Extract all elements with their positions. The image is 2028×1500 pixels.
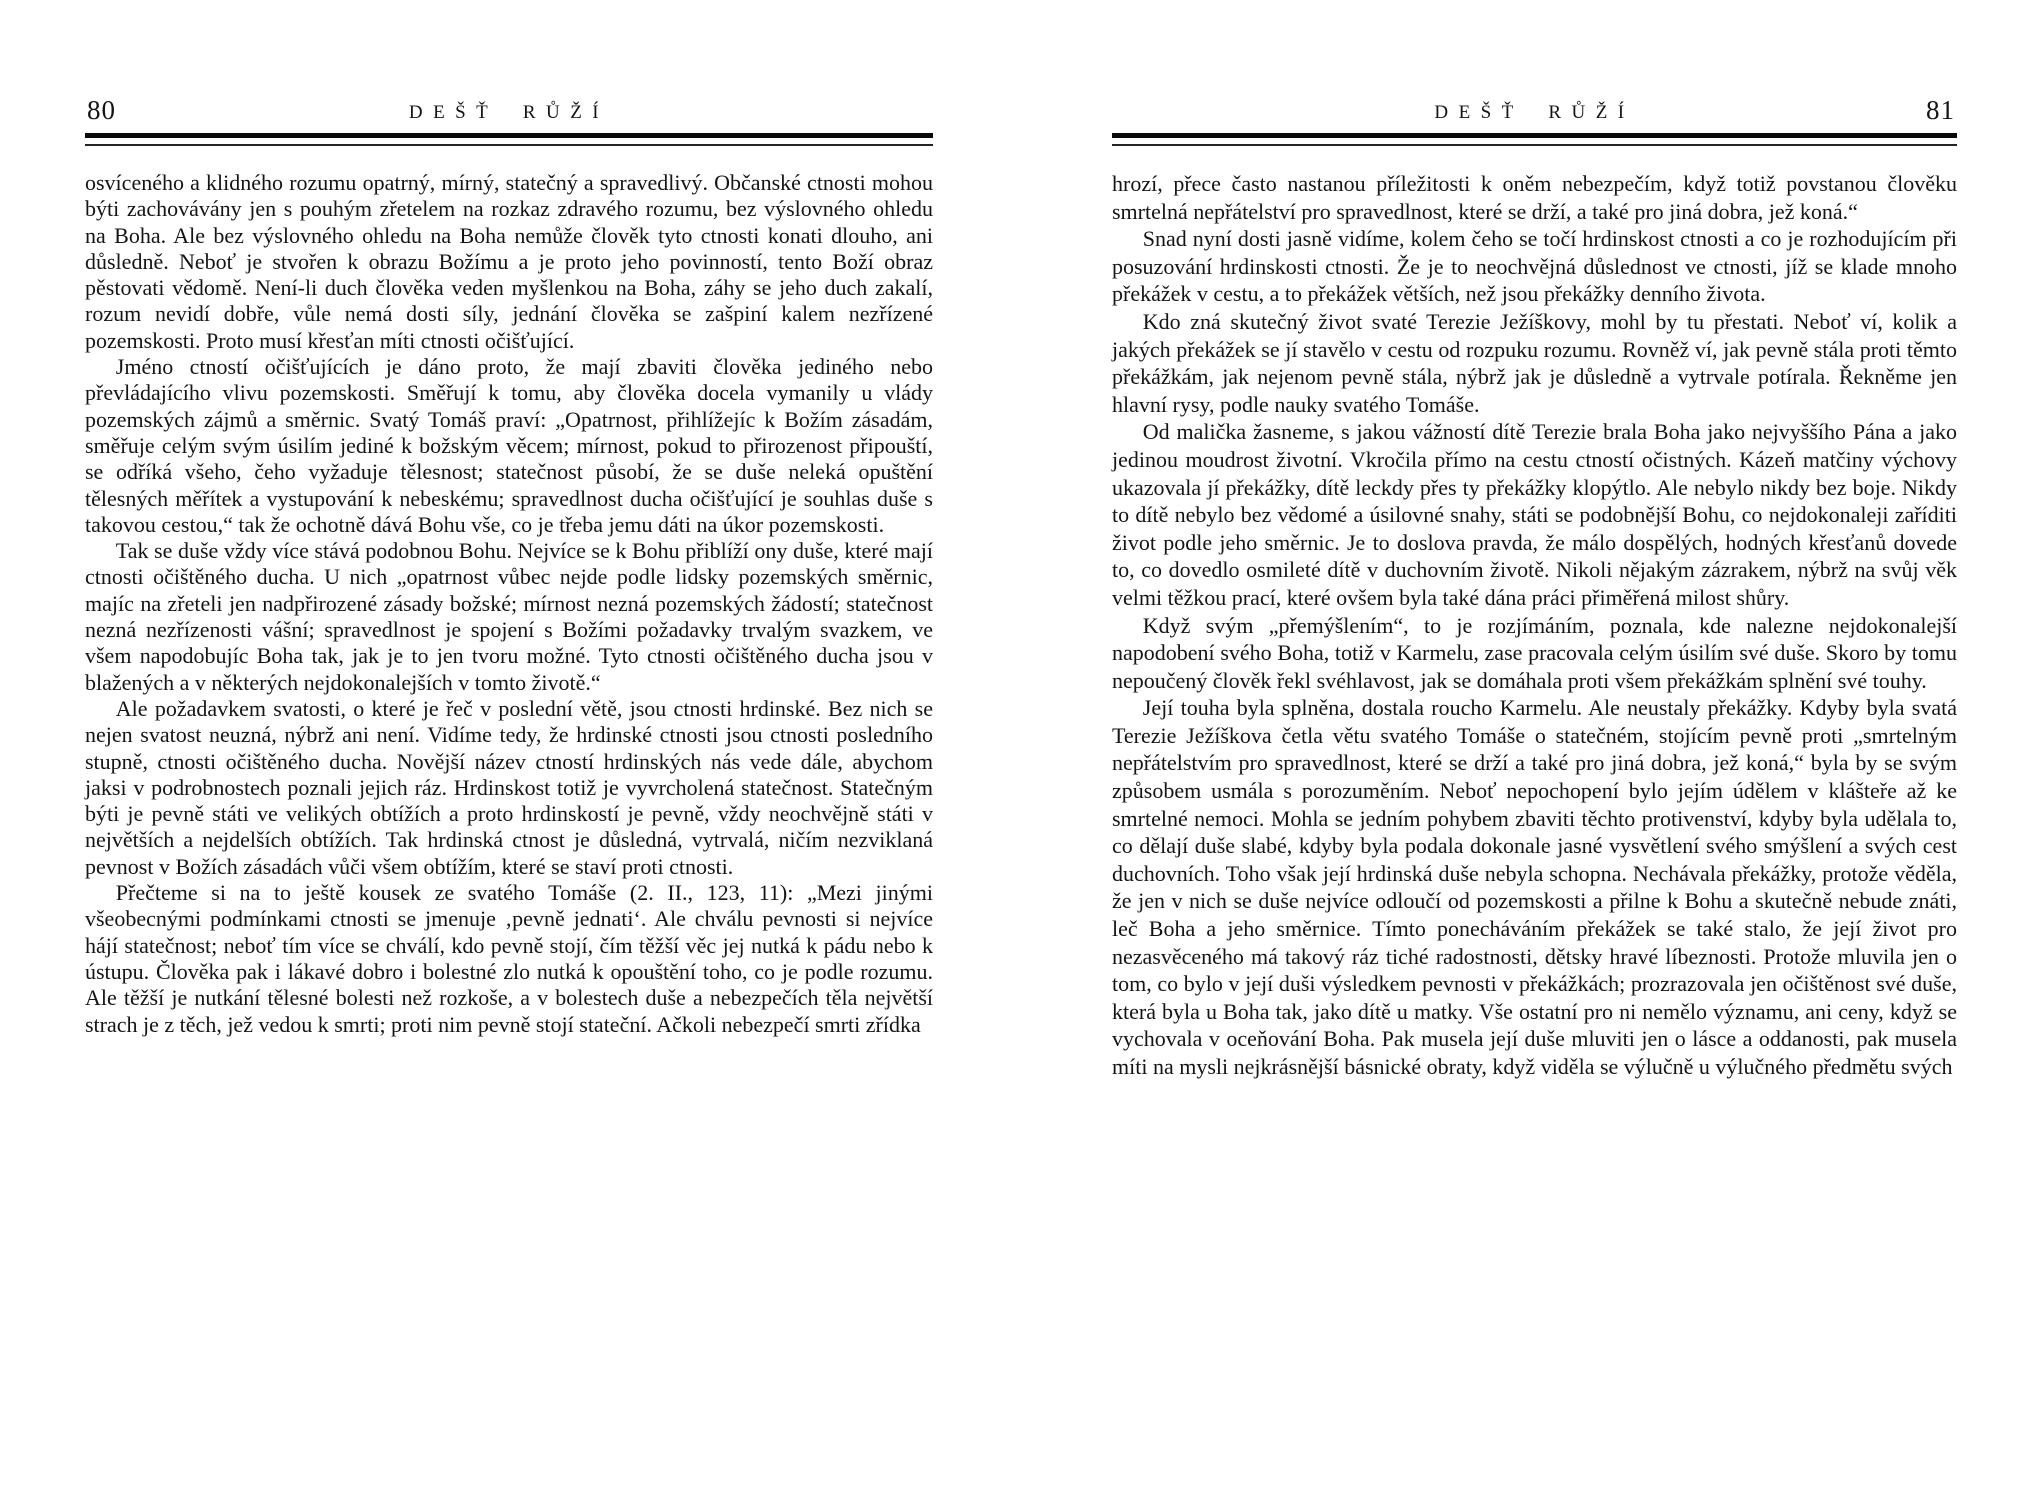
page-body-left — [85, 170, 933, 1038]
paragraph: Ale požadavkem svatosti, o které je řeč v poslední větě, jsou ctnosti hrdinské. Bez nich se nejen svatost neuzná, nýbrž ani není. Vidíme tedy, že hrdinské ctnosti jsou ctnosti posledního stupně, ctnosti očištěného ducha. Novější název ctností hrdinských nás vede dále, abychom jaksi v podrobnostech poznali jejich ráz. Hrdinskost totiž je vyvrcholená statečnost. Statečným býti je pevně státi ve velikých obtížích a proto hrdinskostí je pevně, vždy neochvějně státi v největších a nejdelších obtížích. Tak hrdinská ctnost je důsledná, vytrvalá, ničím nezviklaná pevnost v Božích zásadách vůči všem obtížím, které se staví proti ctnosti. — [85, 695, 933, 879]
paragraph: osvíceného a klidného rozumu opatrný, mírný, statečný a spravedlivý. Občanské ctnosti mohou býti zachovávány jen s pouhým zřetelem na rozkaz zdravého rozumu, bez výslovného ohledu na Boha. Ale bez výslovného ohledu na Boha nemůže člověk tyto ctnosti konati dlouho, ani důsledně. Neboť je stvořen k obrazu Božímu a je proto jeho povinností, tento Boží obraz pěstovati vědomě. Není-li duch člověka veden myšlenkou na Boha, záhy se jeho duch zakalí, rozum nevidí dobře, vůle nemá dosti síly, jednání člověka se zašpiní kalem nezřízené pozemskosti. Proto musí křesťan míti ctnosti očišťující. — [85, 170, 933, 353]
page-header-left — [85, 84, 933, 124]
page-81 — [1112, 84, 1957, 1081]
page-80 — [85, 84, 933, 1038]
header-rule-thin — [85, 144, 933, 146]
page-header-right — [1112, 84, 1957, 124]
header-rule-thick — [1112, 133, 1957, 138]
running-title-left: DEŠŤ RŮŽÍ — [408, 102, 610, 123]
paragraph: Jméno ctností očišťujících je dáno proto, že mají zbaviti člověka jediného nebo převládajícího vlivu pozemskosti. Směřují k tomu, aby člověka docela vymanily u vlády pozemských zájmů a směrnic. Svatý Tomáš praví: „Opatrnost, přihlížejíc k Božím zásadám, směřuje celým svým úsilím jediné k božským věcem; mírnost, pokud to přirozenost připouští, se odříká všeho, čeho vyžaduje tělesnost; statečnost působí, že se duše neleká opuštění tělesných měřítek a vystupování k nebeskému; spravedlnost ducha očišťující je souhlas duše s takovou cestou,“ tak že ochotně dává Bohu vše, co je třeba jemu dáti na úkor pozemskosti. — [85, 354, 933, 537]
header-rule-thin — [1112, 144, 1957, 146]
header-rule-thick — [85, 133, 933, 138]
paragraph: Tak se duše vždy více stává podobnou Bohu. Nejvíce se k Bohu přiblíží ony duše, které mají ctnosti očištěného ducha. U nich „opatrnost vůbec nejde podle lidsky pozemských směrnic, majíc na zřeteli jen nadpřirozené zásady božské; mírnost nezná pozemských žádostí; statečnost nezná nezřízenosti vášní; spravedlnost je spojení s Božími požadavky trvalým svazkem, ve všem napodobujíc Boha tak, jak je to jen tvoru možné. Tyto ctnosti očištěného ducha jsou v blažených a v některých nejdokonalejších v tomto životě.“ — [85, 538, 933, 695]
paragraph: Kdo zná skutečný život svaté Terezie Ježíškovy, mohl by tu přestati. Neboť ví, kolik a jakých překážek se jí stavělo v cestu od rozpuku rozumu. Rovněž ví, jak pevně stála proti těmto překážkám, jak nejenom pevně stála, nýbrž jak je důsledně a vytrvale potírala. Řekněme jen hlavní rysy, podle nauky svatého Tomáše. — [1112, 308, 1957, 417]
paragraph: Její touha byla splněna, dostala roucho Karmelu. Ale neustaly překážky. Kdyby byla svatá Terezie Ježíškova četla větu svatého Tomáše o statečném, stojícím pevně proti „smrtelným nepřátelstvím pro spravedlnost, které se drží a také pro jiná dobra, jež koná,“ byla by se svým způsobem usmála s porozuměním. Neboť nepochopení bylo jejím údělem v klášteře až ke smrtelné nemoci. Mohla se jedním pohybem zbaviti těchto protivenství, kdyby byla udělala to, co dělají duše slabé, kdyby byla podala dokonale jasné vysvětlení svého smýšlení a svých cest duchovních. Toho však její hrdinská duše nebyla schopna. Nechávala překážky, protože věděla, že jen v nich se duše nejvíce odloučí od pozemskosti a přilne k Bohu a skutečně nebude znáti, leč Boha a jeho směrnice. Tímto ponecháváním překážek se také stalo, že její život pro nezasvěceného má takový ráz tiché radostnosti, dětsky hravé líbeznosti. Protože mluvila jen o tom, co bylo v její duši výsledkem pevnosti v překážkách; prozrazovala jen očištěnost své duše, která byla u Boha tak, jako dítě u matky. Vše ostatní pro ni nemělo významu, ani ceny, když se vychovala v oceňování Boha. Pak musela její duše mluviti jen o lásce a oddanosti, pak musela míti na mysli nejkrásnější básnické obraty, když viděla se výlučně u výlučného předmětu svých — [1112, 695, 1957, 1079]
paragraph: hrozí, přece často nastanou příležitosti k oněm nebezpečím, když totiž povstanou člověku smrtelná nepřátelství pro spravedlnost, které se drží, a také pro jiná dobra, jež koná.“ — [1112, 171, 1957, 224]
paragraph: Snad nyní dosti jasně vidíme, kolem čeho se točí hrdinskost ctnosti a co je rozhodujícím při posuzování hrdinskosti ctnosti. Že je to neochvějná důslednost ve ctnosti, jíž se klade mnoho překážek v cestu, a to překážek větších, než jsou překážky denního života. — [1112, 226, 1957, 307]
paragraph: Když svým „přemýšlením“, to je rozjímáním, poznala, kde nalezne nejdokonalejší napodobení svého Boha, totiž v Karmelu, zase pracovala celým úsilím své duše. Skoro by tomu nepoučený člověk řekl svéhlavost, jak se domáhala proti všem překážkám splnění své touhy. — [1112, 612, 1957, 693]
page-body-right — [1112, 170, 1957, 1081]
page-number-left: 80 — [87, 95, 116, 125]
paragraph: Od malička žasneme, s jakou vážností dítě Terezie brala Boha jako nejvyššího Pána a jako jedinou moudrost životní. Vkročila přímo na cestu ctností očistných. Kázeň matčiny výchovy ukazovala jí překážky, dítě leckdy přes ty překážky klopýtlo. Ale nebylo nikdy bez boje. Nikdy to dítě nebylo bez vědomé a úsilovné snahy, státi se podobnější Bohu, co nejdokonaleji zaříditi život podle jeho směrnic. Je to doslova pravda, že málo dospělých, hodných křesťanů dovede to, co dovedlo osmileté dítě v duchovním životě. Nikoli nějakým zázrakem, nýbrž na svůj věk velmi těžkou prací, které ovšem byla také dána práci přiměřená milost shůry. — [1112, 419, 1957, 610]
running-title-right: DEŠŤ RŮŽÍ — [1434, 102, 1635, 123]
paragraph: Přečteme si na to ještě kousek ze svatého Tomáše (2. II., 123, 11): „Mezi jinými všeobecnými podmínkami ctnosti se jmenuje ‚pevně jednati‘. Ale chválu pevnosti si nejvíce hájí statečnost; neboť tím více se chválí, kdo pevně stojí, čím těžší věc jej nutká k pádu nebo k ústupu. Člověka pak i lákavé dobro i bolestné zlo nutká k opouštění toho, co je podle rozumu. Ale těžší je nutkání tělesné bolesti než rozkoše, a v bolestech duše a nebezpečích těla největší strach je z těch, jež vedou k smrti; proti nim pevně stojí stateční. Ačkoli nebezpečí smrti zřídka — [85, 880, 933, 1037]
page-number-right: 81 — [1926, 95, 1955, 125]
